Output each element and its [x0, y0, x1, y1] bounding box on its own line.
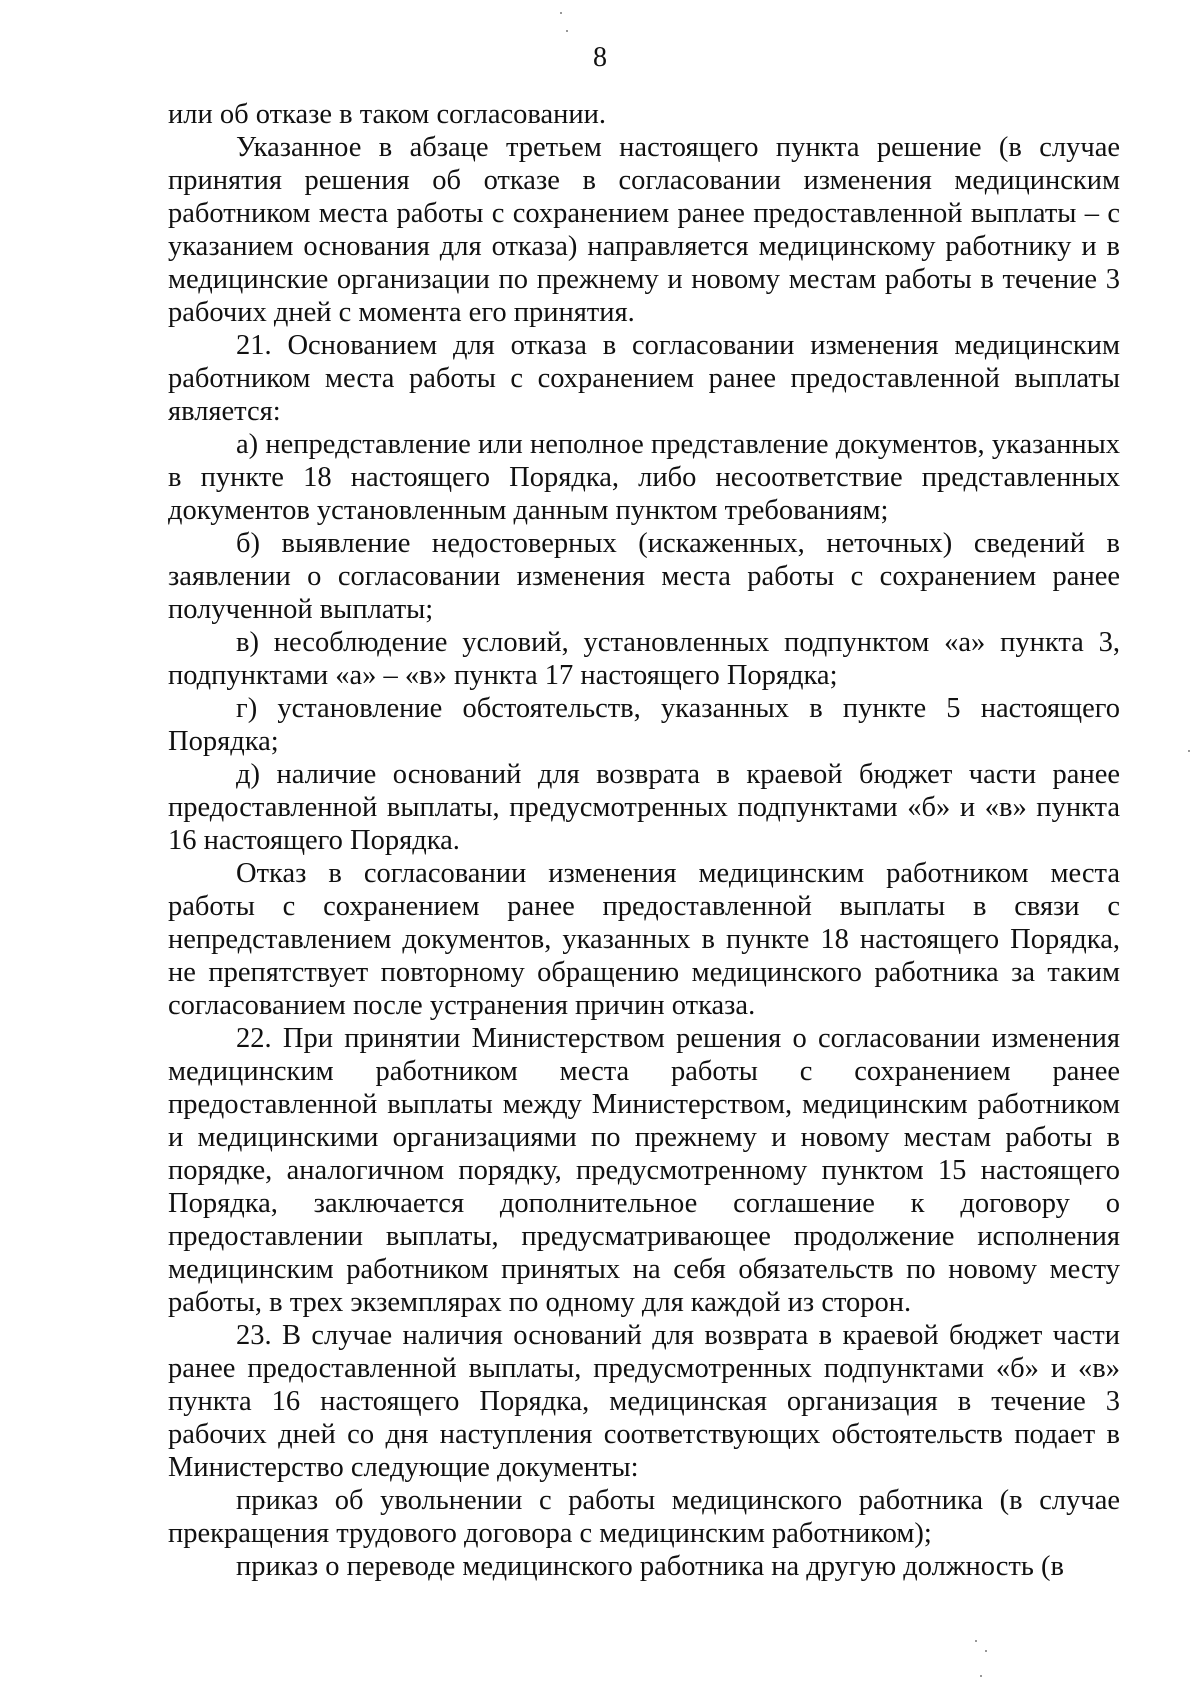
list-item-d: д) наличие оснований для возврата в краевой бюджет части ранее предоставленной выплаты, предусмотренных подпунктами «б» и «в» пункта 16 настоящего Порядка. [168, 759, 1120, 856]
paragraph-refusal-note: Отказ в согласовании изменения медицинским работником места работы с сохранением ранее предоставленной выплаты в связи с непредставлением документов, указанных в пункте 18 настоящего Порядка, не препятствует повторному обращению медицинского работника за таким согласованием после устранения причин отказа. [168, 858, 1120, 1021]
document-body [168, 98, 1120, 1583]
scan-speck [985, 1650, 987, 1652]
scan-speck [1188, 750, 1190, 752]
scan-speck [980, 1675, 982, 1677]
list-item-g: г) установление обстоятельств, указанных в пункте 5 настоящего Порядка; [168, 693, 1120, 757]
page-number: 8 [593, 42, 607, 73]
paragraph-decision-notice: Указанное в абзаце третьем настоящего пункта решение (в случае принятия решения об отказе в согласовании изменения медицинским работником места работы с сохранением ранее предоставленной выплаты – с указанием основания для отказа) направляется медицинскому работнику и в медицинские организации по прежнему и новому местам работы в течение 3 рабочих дней с момента его принятия. [168, 132, 1120, 328]
paragraph-clause-21: 21. Основанием для отказа в согласовании изменения медицинским работником места работы с сохранением ранее предоставленной выплаты является: [168, 330, 1120, 427]
list-item-a: а) непредставление или неполное представление документов, указанных в пункте 18 настоящего Порядка, либо несоответствие представленных документов установленным данным пунктом требованиям; [168, 429, 1120, 526]
scan-speck [975, 1640, 977, 1642]
document-item-transfer-order: приказ о переводе медицинского работника на другую должность (в [236, 1551, 1064, 1582]
list-item-v: в) несоблюдение условий, установленных подпунктом «а» пункта 3, подпунктами «а» – «в» пункта 17 настоящего Порядка; [168, 627, 1120, 691]
paragraph-clause-22: 22. При принятии Министерством решения о согласовании изменения медицинским работником места работы с сохранением ранее предоставленной выплаты между Министерством, медицинским работником и медицинскими организациями по прежнему и новому местам работы в порядке, аналогичном порядку, предусмотренному пунктом 15 настоящего Порядка, заключается дополнительное соглашение к договору о предоставлении выплаты, предусматривающее продолжение исполнения медицинским работником принятых на себя обязательств по новому месту работы, в трех экземплярах по одному для каждой из сторон. [168, 1023, 1120, 1318]
paragraph-continuation: или об отказе в таком согласовании. [168, 99, 606, 130]
list-item-b: б) выявление недостоверных (искаженных, неточных) сведений в заявлении о согласовании изменения места работы с сохранением ранее полученной выплаты; [168, 528, 1120, 625]
document-item-dismissal-order: приказ об увольнении с работы медицинского работника (в случае прекращения трудового договора с медицинским работником); [168, 1485, 1120, 1549]
paragraph-clause-23: 23. В случае наличия оснований для возврата в краевой бюджет части ранее предоставленной выплаты, предусмотренных подпунктами «б» и «в» пункта 16 настоящего Порядка, медицинская организация в течение 3 рабочих дней со дня наступления соответствующих обстоятельств подает в Министерство следующие документы: [168, 1320, 1120, 1483]
scan-speck [560, 12, 562, 14]
scan-speck [566, 30, 568, 32]
